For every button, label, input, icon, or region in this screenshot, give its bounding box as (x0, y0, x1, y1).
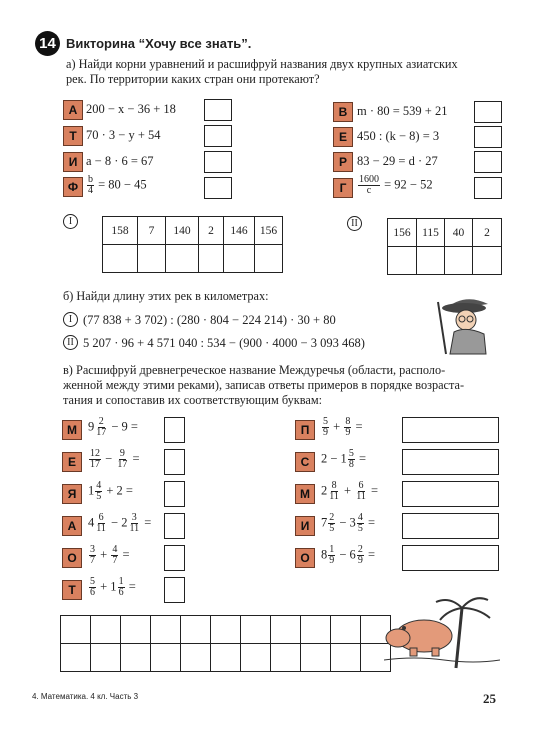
grid-cell[interactable] (91, 616, 121, 644)
example-m2: 2 $\frac{8}{11}$ + $\frac{6}{11}$ = (321, 480, 379, 502)
table1-answer-cell[interactable] (138, 245, 166, 273)
table2-value: 115 (417, 219, 445, 247)
example-o: $\frac{3}{7}$ + $\frac{4}{7}$ = (90, 544, 130, 566)
answer-box-m[interactable] (164, 417, 185, 443)
equation-f: $\frac{b}{4}$ = 80 − 45 (88, 174, 147, 196)
hippo-illustration (384, 588, 500, 670)
letter-a2-label: А (62, 516, 82, 536)
answer-box-r[interactable] (474, 151, 502, 173)
equation-g: $\frac{1600}{c}$ = 92 − 52 (359, 174, 433, 196)
exercise-title: Викторина “Хочу все знать”. (66, 36, 252, 51)
answer-box-s[interactable] (402, 449, 499, 475)
letter-m2-label: М (295, 484, 315, 504)
letter-o2-label: О (295, 548, 315, 568)
letter-g-label: Г (333, 178, 353, 198)
part-c-instruction-line3: тания и сопоставив их соответствующим буквам: (63, 393, 323, 407)
example-t: $\frac{5}{6}$ + 1 $\frac{1}{6}$ = (90, 576, 136, 598)
expression-2: 5 207 · 96 + 4 571 040 : 534 − (900 · 4000 − 3 093 468) (83, 336, 365, 350)
grid-cell[interactable] (241, 644, 271, 672)
letter-a-label: А (63, 100, 83, 120)
answer-box-m2[interactable] (402, 481, 499, 507)
table1-answer-cell[interactable] (103, 245, 138, 273)
part-b-instruction: б) Найди длину этих рек в километрах: (63, 289, 269, 303)
example-m: 9 $\frac{2}{17}$ − 9 = (88, 416, 138, 438)
equation-i: a − 8 · 6 = 67 (86, 154, 154, 168)
table2-value: 2 (473, 219, 502, 247)
answer-box-o2[interactable] (402, 545, 499, 571)
part-a-instruction-line1: а) Найди корни уравнений и расшифруй названия двух крупных азиатских (66, 57, 458, 71)
answer-box-a2[interactable] (164, 513, 185, 539)
decode-table-1 (102, 216, 283, 273)
grid-cell[interactable] (181, 644, 211, 672)
grid-cell[interactable] (121, 616, 151, 644)
answer-box-ya[interactable] (164, 481, 185, 507)
letter-i2-label: И (295, 516, 315, 536)
page-number: 25 (483, 691, 496, 706)
equation-e: 450 : (k − 8) = 3 (357, 129, 440, 143)
equation-v: m · 80 = 539 + 21 (357, 104, 448, 118)
letter-m-label: М (62, 420, 82, 440)
example-s: 2 − 1 $\frac{5}{8}$ = (321, 448, 366, 470)
letter-t-label: Т (63, 126, 83, 146)
grid-cell[interactable] (91, 644, 121, 672)
example-o2: 8 $\frac{1}{9}$ − 6 $\frac{2}{9}$ = (321, 544, 375, 566)
answer-box-v[interactable] (474, 101, 502, 123)
equation-a: 200 − x − 36 + 18 (86, 102, 176, 116)
equation-t: 70 · 3 − y + 54 (86, 128, 161, 142)
table1-answer-cell[interactable] (255, 245, 283, 273)
answer-box-f[interactable] (204, 177, 232, 199)
decode-table-2 (387, 218, 502, 275)
footer-book-title: 4. Математика. 4 кл. Часть 3 (32, 692, 139, 701)
equation-r: 83 − 29 = d · 27 (357, 154, 438, 168)
grid-cell[interactable] (241, 616, 271, 644)
example-i: 7 $\frac{2}{5}$ − 3 $\frac{4}{5}$ = (321, 512, 375, 534)
grid-cell[interactable] (181, 616, 211, 644)
example-ya: 1 $\frac{4}{5}$ + 2 = (88, 480, 133, 502)
letter-o-label: О (62, 548, 82, 568)
table2-answer-cell[interactable] (388, 247, 417, 275)
answer-box-g[interactable] (474, 177, 502, 199)
grid-cell[interactable] (331, 644, 361, 672)
table1-value: 7 (138, 217, 166, 245)
grid-cell[interactable] (271, 616, 301, 644)
example-e: $\frac{12}{17}$ − $\frac{9}{17}$ = (90, 448, 140, 470)
example-a: 4 $\frac{6}{11}$ − 2 $\frac{3}{11}$ = (88, 512, 152, 534)
grid-cell[interactable] (211, 616, 241, 644)
answer-grid (60, 615, 391, 672)
expr2-roman-label: II (63, 335, 78, 350)
answer-box-e[interactable] (474, 126, 502, 148)
exercise-number-badge: 14 (35, 31, 60, 56)
table1-value: 146 (224, 217, 255, 245)
letter-v-label: В (333, 102, 353, 122)
grid-cell[interactable] (151, 644, 181, 672)
table1-value: 140 (166, 217, 199, 245)
expr1-roman-label: I (63, 312, 78, 327)
letter-ya-label: Я (62, 484, 82, 504)
grid-cell[interactable] (61, 644, 91, 672)
answer-box-i[interactable] (204, 151, 232, 173)
grid-cell[interactable] (211, 644, 241, 672)
table2-value: 40 (445, 219, 473, 247)
letter-t2-label: Т (62, 580, 82, 600)
table1-answer-cell[interactable] (224, 245, 255, 273)
answer-box-e2[interactable] (164, 449, 185, 475)
grid-cell[interactable] (301, 644, 331, 672)
expression-1: (77 838 + 3 702) : (280 · 804 − 224 214) · 30 + 80 (83, 313, 336, 327)
part-c-instruction-line1: в) Расшифруй древнегреческое название Междуречья (области, располо- (63, 363, 446, 377)
table2-answer-cell[interactable] (473, 247, 502, 275)
table1-answer-cell[interactable] (199, 245, 224, 273)
letter-i-label: И (63, 152, 83, 172)
grid-cell[interactable] (151, 616, 181, 644)
answer-box-a[interactable] (204, 99, 232, 121)
answer-box-o[interactable] (164, 545, 185, 571)
grid-cell[interactable] (331, 616, 361, 644)
grid-cell[interactable] (121, 644, 151, 672)
answer-box-t[interactable] (204, 125, 232, 147)
table1-value: 2 (199, 217, 224, 245)
letter-f-label: Ф (63, 177, 83, 197)
table2-answer-cell[interactable] (445, 247, 473, 275)
letter-p-label: П (295, 420, 315, 440)
letter-e-label: Е (333, 127, 353, 147)
table2-roman-label: II (347, 216, 362, 231)
letter-e-label: Е (62, 452, 82, 472)
table1-value: 156 (255, 217, 283, 245)
table1-answer-cell[interactable] (166, 245, 199, 273)
answer-box-i2[interactable] (402, 513, 499, 539)
part-c-instruction-line2: женной между этими реками), записав ответы примеров в порядке возраста- (63, 378, 465, 392)
part-a-instruction-line2: рек. По территории каких стран они протекают? (66, 72, 320, 86)
grid-cell[interactable] (61, 616, 91, 644)
answer-box-t2[interactable] (164, 577, 185, 603)
example-p: $\frac{5}{9}$ + $\frac{8}{9}$ = (323, 416, 363, 438)
letter-r-label: Р (333, 152, 353, 172)
table2-answer-cell[interactable] (417, 247, 445, 275)
table1-roman-label: I (63, 214, 78, 229)
letter-s-label: С (295, 452, 315, 472)
explorer-illustration (424, 288, 502, 356)
grid-cell[interactable] (271, 644, 301, 672)
answer-box-p[interactable] (402, 417, 499, 443)
table1-value: 158 (103, 217, 138, 245)
table2-value: 156 (388, 219, 417, 247)
grid-cell[interactable] (301, 616, 331, 644)
